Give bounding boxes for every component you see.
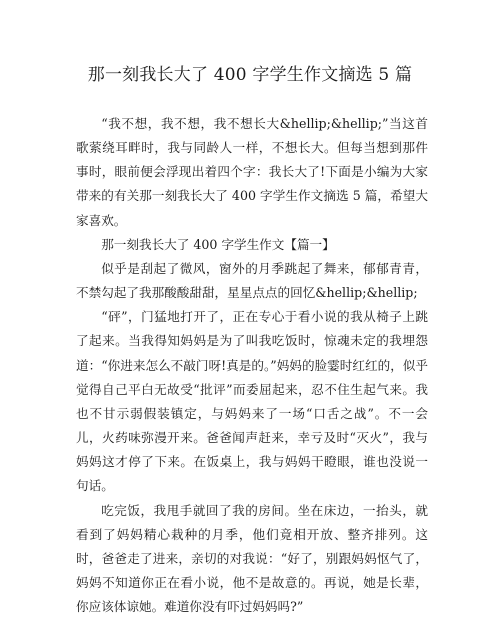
paragraph-2: “砰”，门猛地打开了，正在专心于看小说的我从椅子上跳了起来。当我得知妈妈是为了叫我吃饭时，惊魂未定的我埋怨道：“你进来怎么不敲门呀!真是的。”妈妈的脸霎时红红的，似乎觉得自己平白无故受“批评”而委屈起来，忍不住生起气来。我也不甘示弱假装镇定，与妈妈来了一场“口舌之战”。不一会儿，火药味弥漫开来。爸爸闻声赶来，幸亏及时“灭火”，我与妈妈这才停了下来。在饭桌上，我与妈妈干瞪眼，谁也没说一句话。 [76, 305, 428, 498]
paragraph-3: 吃完饭，我甩手就回了我的房间。坐在床边，一抬头，就看到了妈妈精心栽种的月季，他们竟相开放、整齐排列。这时，爸爸走了进来，亲切的对我说：“好了，别跟妈妈怄气了，妈妈不知道你正在看小说，他不是故意的。再说，她是长辈，你应该体谅她。难道你没有吓过妈妈吗?” [76, 499, 428, 619]
document-title: 那一刻我长大了 400 字学生作文摘选 5 篇 [0, 64, 500, 86]
paragraph-intro: “我不想，我不想，我不想长大&hellip;&hellip;”当这首歌萦绕耳畔时，我与同龄人一样，不想长大。但每当想到那件事时，眼前便会浮现出着四个字：我长大了!下面是小编为大家带来的有关那一刻我长大了 400 字学生作文摘选 5 篇，希望大家喜欢。 [76, 112, 428, 233]
paragraph-1: 似乎是刮起了微风，窗外的月季跳起了舞来，郁郁青青，不禁勾起了我那酸酸甜甜，星星点点的回忆&hellip;&hellip; [76, 257, 428, 305]
document-body [76, 112, 428, 619]
section-heading: 那一刻我长大了 400 字学生作文【篇一】 [76, 233, 428, 257]
